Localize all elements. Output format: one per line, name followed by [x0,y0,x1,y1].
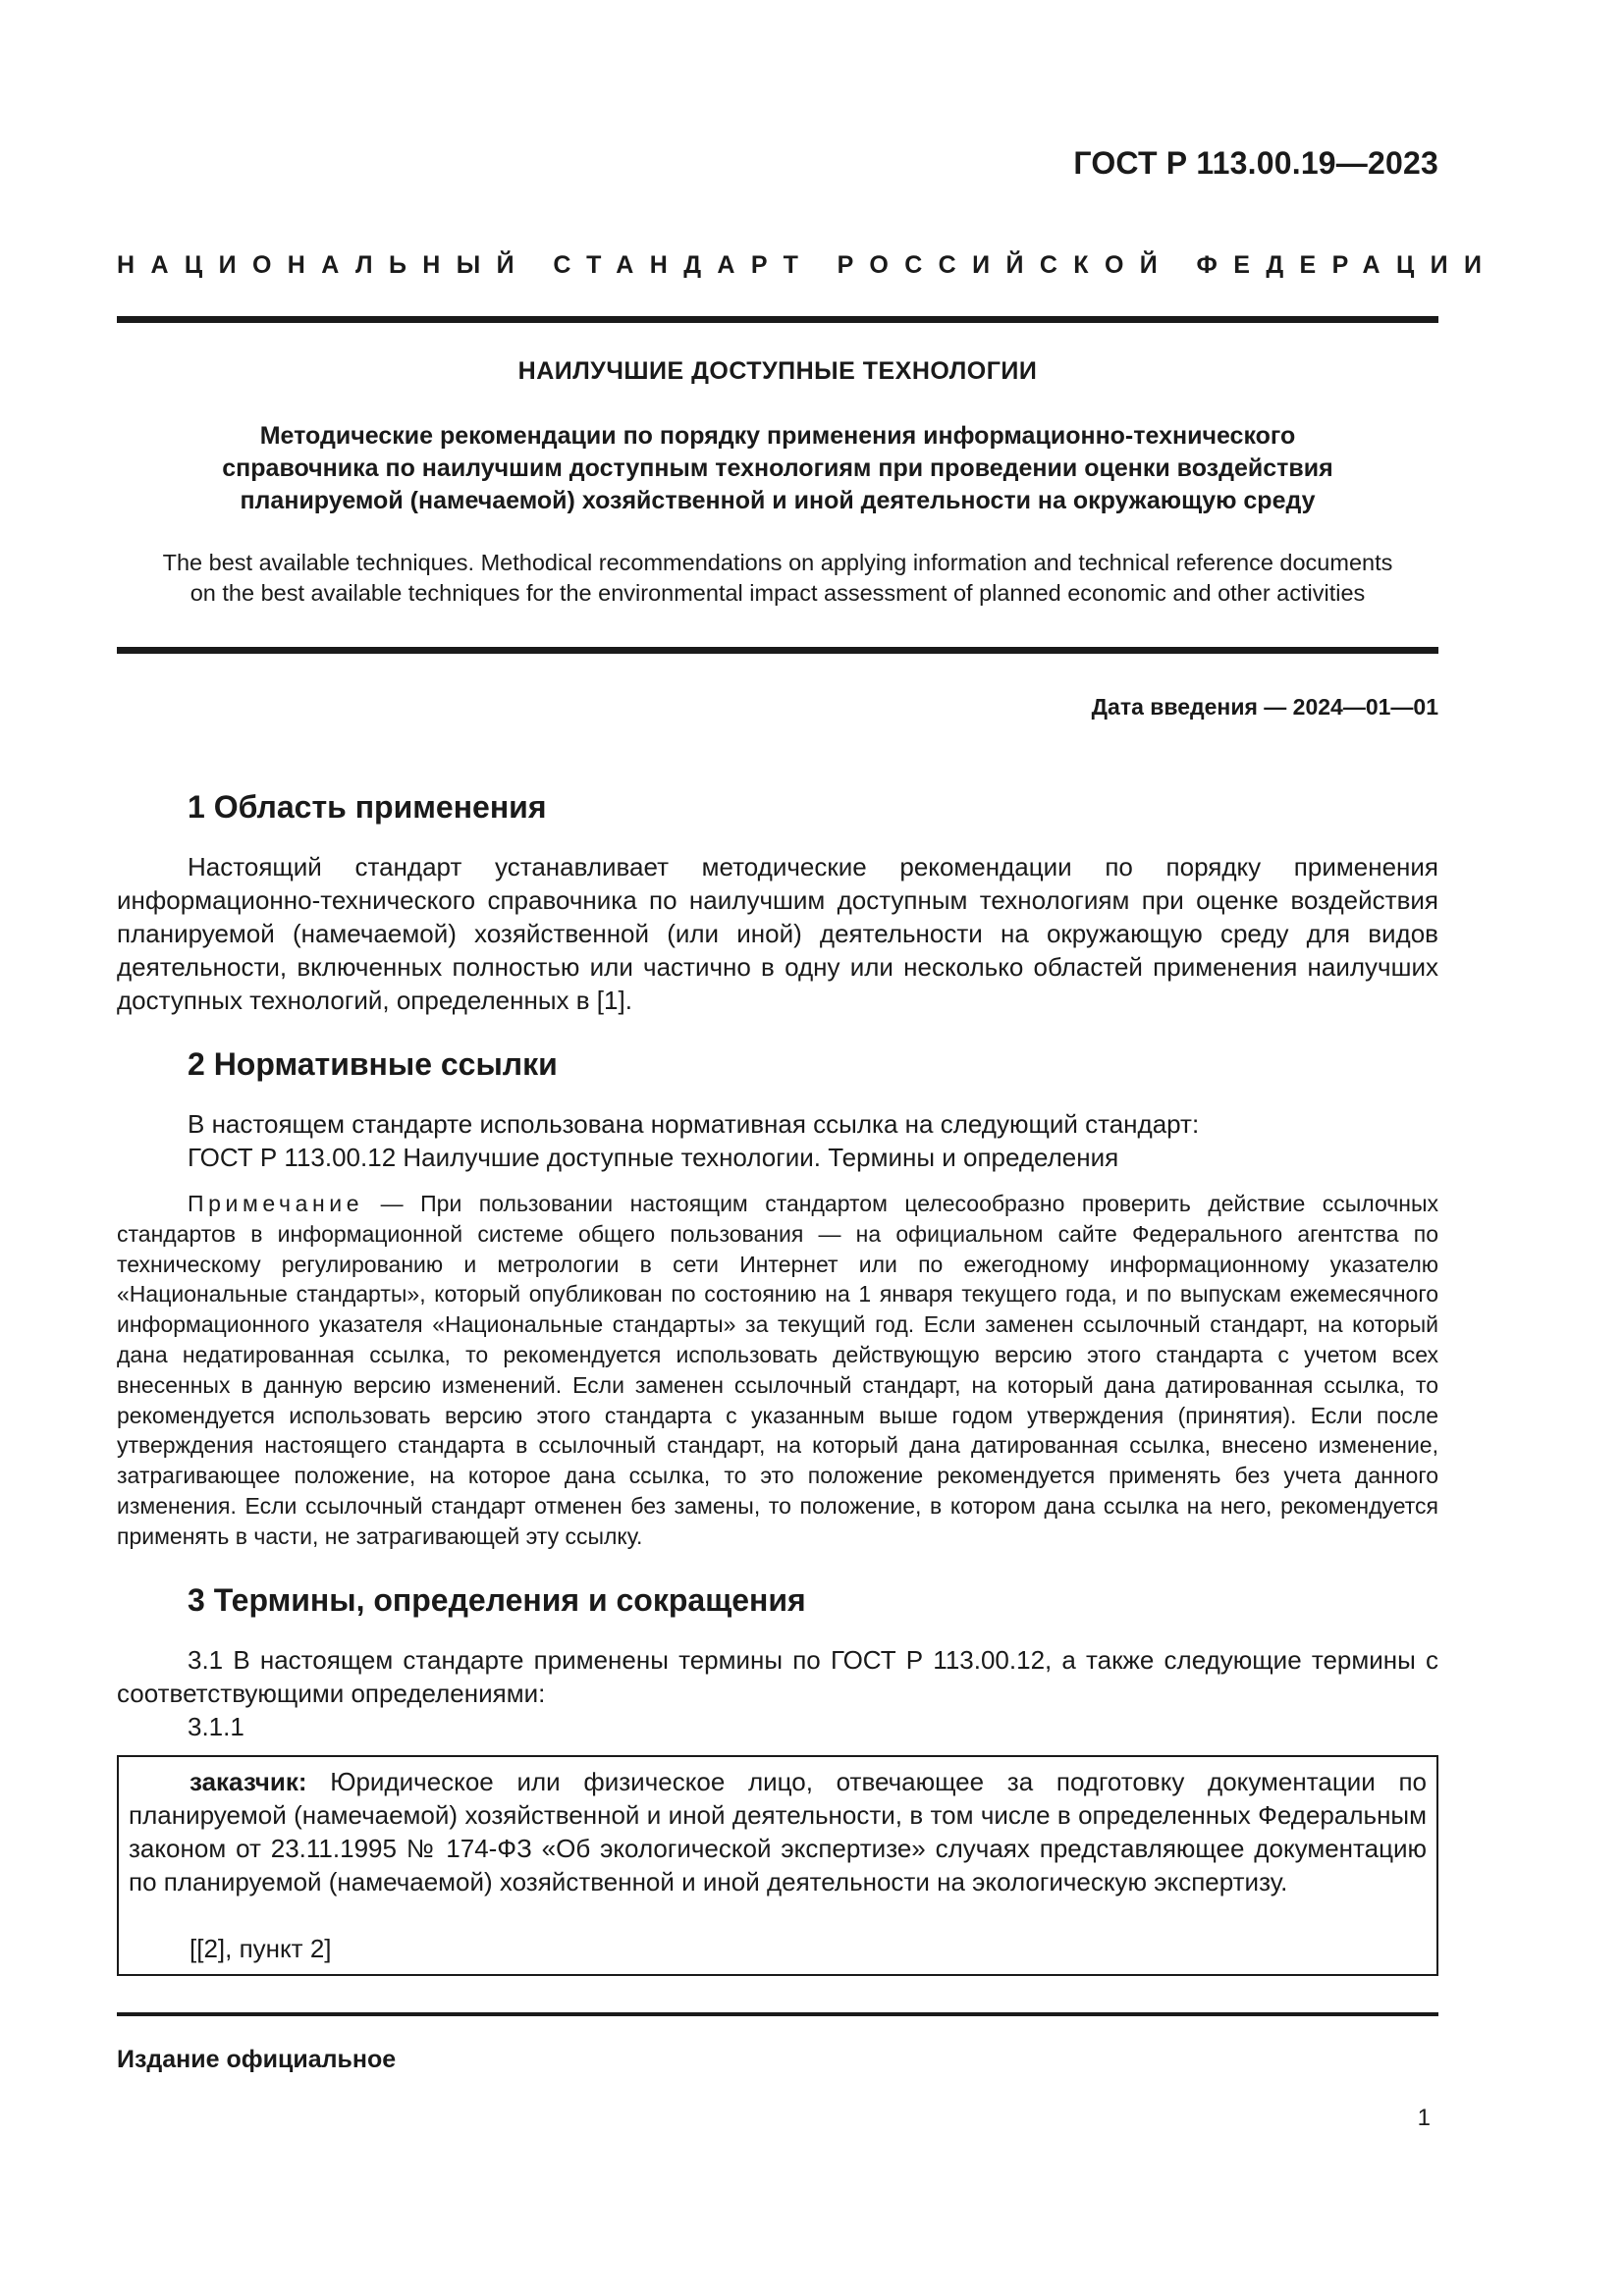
subtitle [117,420,1438,517]
edition-label: Издание официальное [117,2046,397,2073]
term-name: заказчик: [189,1767,307,1796]
english-title [117,548,1438,609]
national-standard-banner: НАЦИОНАЛЬНЫЙ СТАНДАРТ РОССИЙСКОЙ ФЕДЕРАЦИИ [117,251,1498,279]
main-title: НАИЛУЧШИЕ ДОСТУПНЫЕ ТЕХНОЛОГИИ [517,357,1038,385]
document-code: ГОСТ Р 113.00.19—2023 [1073,145,1438,181]
section-2-heading: 2 Нормативные ссылки [188,1046,558,1082]
term-definition-text: Юридическое или физическое лицо, отвечающее за подготовку документации по планируемой (намечаемой) хозяйственной и иной деятельности, в том числе в определенных Федеральным законом от 23.11.1995 № 174-ФЗ «Об экологической экспертизе» случаях представляющее документацию по планируемой (намечаемой) хозяйственной и иной деятельности на экологическую экспертизу. [129,1767,1427,1896]
english-title-line: on the best available techniques for the environmental impact assessment of planned economic and other activities [189,580,1366,606]
subtitle-line: справочника по наилучшим доступным технологиям при проведении оценки воздействия [222,454,1333,482]
note-label: Примечание [188,1191,364,1216]
clause-3-1-1-number: 3.1.1 [188,1712,244,1741]
english-title-line: The best available techniques. Methodical recommendations on applying information and technical reference documents [162,550,1393,575]
page-number: 1 [1417,2105,1431,2131]
section-3-heading: 3 Термины, определения и сокращения [188,1582,806,1618]
clause-3-1: 3.1 В настоящем стандарте применены термины по ГОСТ Р 113.00.12, а также следующие термины с соответствующими определениями: [117,1645,1438,1708]
footer-divider [117,2012,1438,2016]
subtitle-line: Методические рекомендации по порядку применения информационно-технического [259,422,1296,450]
top-divider [117,316,1438,323]
subtitle-line: планируемой (намечаемой) хозяйственной и иной деятельности на окружающую среду [240,487,1316,514]
term-source: [[2], пункт 2] [189,1934,332,1963]
term-definition-box [117,1755,1438,1976]
section-1-heading: 1 Область применения [188,789,547,825]
section-2-line: В настоящем стандарте использована нормативная ссылка на следующий стандарт: [188,1109,1200,1139]
term-definition [129,1765,1427,1898]
intro-date: Дата введения — 2024—01—01 [1091,694,1438,720]
title-divider [117,647,1438,654]
note-paragraph [117,1189,1438,1552]
note-text: — При пользовании настоящим стандартом целесообразно проверить действие ссылочных стандартов в информационной системе общего пользования — на официальном сайте Федерального агентства по техническому регулированию и метрологии в сети Интернет или по ежегодному информационному указателю «Национальные стандарты», который опубликован по состоянию на 1 января текущего года, и по выпускам ежемесячного информационного указателя «Национальные стандарты» за текущий год. Если заменен ссылочный стандарт, на который дана недатированная ссылка, то рекомендуется использовать действующую версию этого стандарта с учетом всех внесенных в данную версию изменений. Если заменен ссылочный стандарт, на который дана датированная ссылка, то рекомендуется использовать версию этого стандарта с указанным выше годом утверждения (принятия). Если после утверждения настоящего стандарта в ссылочный стандарт, на который дана датированная ссылка, внесено изменение, затрагивающее положение, на которое дана ссылка, то это положение рекомендуется применять без учета данного изменения. Если ссылочный стандарт отменен без замены, то положение, в котором дана ссылка на него, рекомендуется применять в части, не затрагивающей эту ссылку. [117,1191,1438,1549]
normative-reference: ГОСТ Р 113.00.12 Наилучшие доступные технологии. Термины и определения [188,1143,1119,1172]
document-page [117,0,1498,2296]
section-1-text: Настоящий стандарт устанавливает методические рекомендации по порядку применения информационно-технического справочника по наилучшим доступным технологиям при оценке воздействия планируемой (намечаемой) хозяйственной (или иной) деятельности на окружающую среду для видов деятельности, включенных полностью или частично в одну или несколько областей применения наилучших доступных технологий, определенных в [1]. [117,852,1438,1015]
